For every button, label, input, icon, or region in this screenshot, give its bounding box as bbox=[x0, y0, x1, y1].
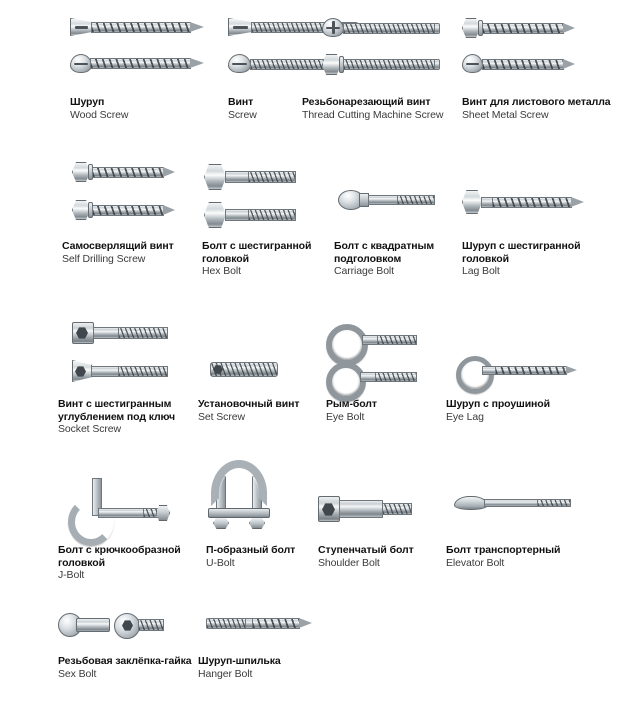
eye-lag-artwork bbox=[446, 318, 628, 396]
label-ru: Винт bbox=[228, 96, 254, 108]
label-en: Eye Lag bbox=[446, 410, 484, 423]
chart-row-5 bbox=[0, 605, 636, 725]
label-ru: Болт с шестигранной головкой bbox=[202, 240, 312, 265]
item-eye-lag bbox=[446, 318, 628, 458]
label-ru: Винт для листового металла bbox=[462, 96, 611, 108]
item-sex-bolt bbox=[58, 605, 206, 725]
lag-bolt-artwork bbox=[462, 158, 628, 238]
label-ru: Самосверлящий винт bbox=[62, 240, 174, 252]
label-ru: Резьбонарезающий винт bbox=[302, 96, 431, 108]
label-en: Carriage Bolt bbox=[334, 265, 394, 277]
label-en: Sex Bolt bbox=[58, 667, 97, 680]
label-en: Hanger Bolt bbox=[198, 667, 253, 680]
chart-row-1 bbox=[0, 0, 636, 135]
label-en: Sheet Metal Screw bbox=[462, 108, 549, 121]
item-shoulder-bolt bbox=[318, 470, 446, 600]
j-bolt-artwork bbox=[58, 470, 206, 542]
label-ru: Болт с квадратным подголовком bbox=[334, 240, 435, 265]
item-j-bolt bbox=[58, 470, 206, 600]
label-en: Socket Screw bbox=[58, 423, 121, 435]
label-ru: Шуруп с шестигранной головкой bbox=[462, 240, 581, 265]
label-en: Set Screw bbox=[198, 410, 245, 423]
label-ru: Установочный винт bbox=[198, 398, 300, 410]
item-socket-screw bbox=[58, 318, 198, 458]
label-en: Eye Bolt bbox=[326, 410, 365, 423]
label-ru: Болт транспортерный bbox=[446, 544, 561, 556]
item-eye-bolt bbox=[326, 318, 446, 458]
item-set-screw bbox=[198, 318, 334, 458]
label-en: Shoulder Bolt bbox=[318, 556, 380, 569]
item-thread-cutting-machine-screw bbox=[302, 0, 462, 135]
self-drilling-screw-artwork bbox=[62, 158, 202, 238]
item-hanger-bolt bbox=[198, 605, 358, 725]
elevator-bolt-artwork bbox=[446, 470, 628, 542]
label-en: Screw bbox=[228, 108, 257, 121]
item-wood-screw bbox=[70, 0, 220, 135]
hanger-bolt-artwork bbox=[198, 605, 358, 653]
label-en: Lag Bolt bbox=[462, 265, 500, 277]
item-sheet-metal-screw bbox=[462, 0, 628, 135]
label-ru: П-образный болт bbox=[206, 544, 296, 556]
u-bolt-artwork bbox=[206, 470, 318, 542]
item-lag-bolt bbox=[462, 158, 628, 298]
wood-screw-artwork bbox=[70, 0, 220, 92]
label-en: U-Bolt bbox=[206, 556, 235, 569]
item-carriage-bolt bbox=[334, 158, 462, 298]
sex-bolt-artwork bbox=[58, 605, 206, 653]
item-u-bolt bbox=[206, 470, 318, 600]
hex-bolt-artwork bbox=[202, 158, 334, 238]
label-ru: Шуруп-шпилька bbox=[198, 655, 281, 667]
label-ru: Ступенчатый болт bbox=[318, 544, 414, 556]
label-ru: Шуруп с проушиной bbox=[446, 398, 550, 410]
shoulder-bolt-artwork bbox=[318, 470, 446, 542]
label-ru: Болт с крючкообразной головкой bbox=[58, 544, 181, 569]
chart-row-2 bbox=[0, 158, 636, 298]
chart-row-4 bbox=[0, 470, 636, 600]
label-ru: Резьбовая заклёпка-гайка bbox=[58, 655, 192, 667]
label-ru: Рым-болт bbox=[326, 398, 377, 410]
eye-bolt-artwork bbox=[326, 318, 446, 396]
label-en: Self Drilling Screw bbox=[62, 252, 146, 265]
item-self-drilling-screw bbox=[62, 158, 202, 298]
socket-screw-artwork bbox=[58, 318, 198, 396]
label-en: J-Bolt bbox=[58, 569, 85, 581]
sheet-metal-screw-artwork bbox=[462, 0, 628, 92]
item-elevator-bolt bbox=[446, 470, 628, 600]
label-ru: Винт с шестигранным углублением под ключ bbox=[58, 398, 176, 423]
chart-row-3 bbox=[0, 318, 636, 458]
label-en: Elevator Bolt bbox=[446, 556, 505, 569]
carriage-bolt-artwork bbox=[334, 158, 462, 238]
label-en: Wood Screw bbox=[70, 108, 129, 121]
label-en: Hex Bolt bbox=[202, 265, 241, 277]
label-ru: Шуруп bbox=[70, 96, 105, 108]
item-hex-bolt bbox=[202, 158, 334, 298]
set-screw-artwork bbox=[198, 318, 334, 396]
label-en: Thread Cutting Machine Screw bbox=[302, 108, 444, 121]
thread-cutting-machine-screw-artwork bbox=[302, 0, 462, 92]
